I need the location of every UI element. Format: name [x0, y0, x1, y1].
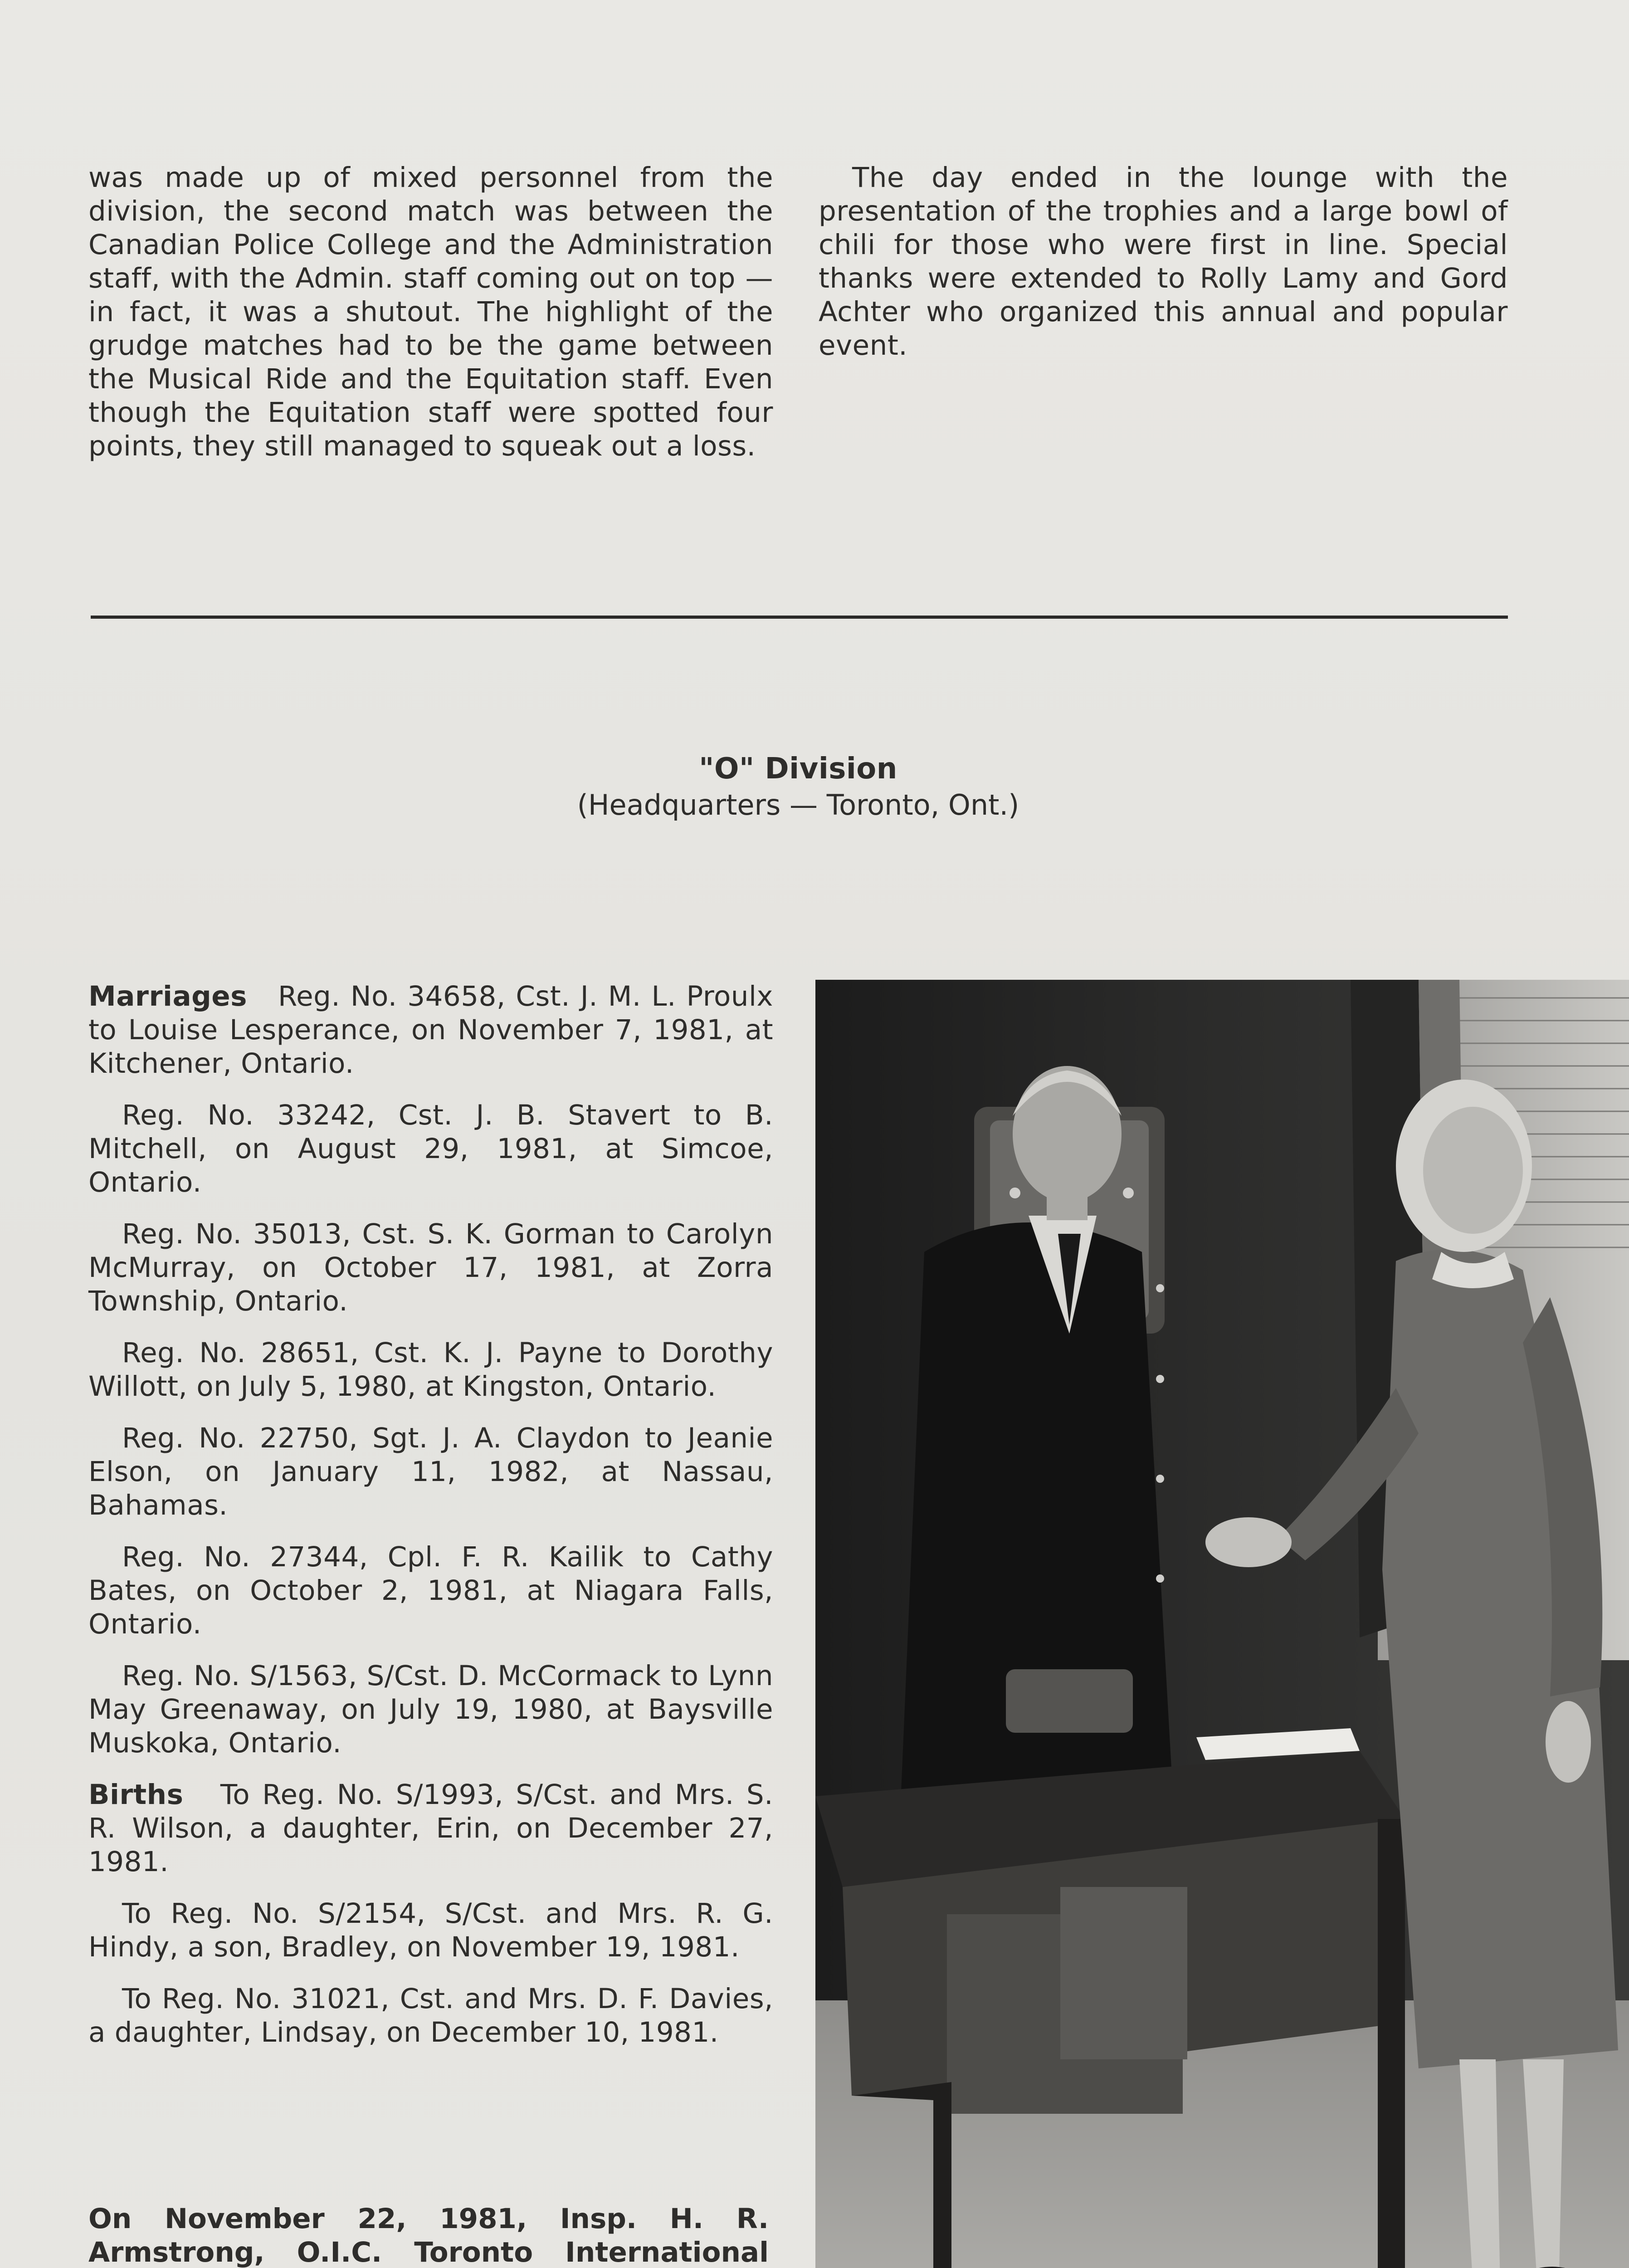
division-subtitle: (Headquarters — Toronto, Ont.) — [577, 788, 1019, 821]
birth-entry-text: To Reg. No. S/1993, S/Cst. and Mrs. S. R. Wilson, a daughter, Erin, on December 27, 1981. — [88, 1779, 773, 1878]
continued-paragraph: was made up of mixed personnel from the division, the second match was between the Canadian Police College and the Administration staff, with the Admin. staff coming out on top — in fact, it was a shutout. The highlight of the grudge matches had to be the game between the Musical Ride and the Equitation staff. Even though the Equitation staff were spotted four points, they still managed to squeak out a loss. — [88, 161, 773, 462]
marriage-entry: Reg. No. 22750, Sgt. J. A. Claydon to Jeanie Elson, on January 11, 1982, at Nassau, Bahamas. — [88, 1422, 773, 1521]
marriages-label: Marriages — [88, 980, 247, 1012]
birth-entry: To Reg. No. S/2154, S/Cst. and Mrs. R. G. Hindy, a son, Bradley, on November 19, 1981. — [88, 1897, 773, 1963]
marriage-entry-text: Reg. No. 34658, Cst. J. M. L. Proulx to Louise Lesperance, on November 7, 1981, at Kitchener, Ontario. — [88, 980, 773, 1080]
births-label: Births — [88, 1779, 184, 1811]
section-divider — [91, 616, 1508, 619]
marriage-entry-first — [88, 980, 773, 1080]
marriage-entry: Reg. No. 27344, Cpl. F. R. Kailik to Cathy Bates, on October 2, 1981, at Niagara Falls, Ontario. — [88, 1541, 773, 1640]
photo-caption: On November 22, 1981, Insp. H. R. Armstrong, O.I.C. Toronto International — [88, 2203, 769, 2268]
birth-entry: To Reg. No. 31021, Cst. and Mrs. D. F. Davies, a daughter, Lindsay, on December 10, 1981. — [88, 1983, 773, 2048]
marriage-entry: Reg. No. 28651, Cst. K. J. Payne to Dorothy Willott, on July 5, 1980, at Kingston, Ontario. — [88, 1337, 773, 1403]
swearing-in-photo — [815, 980, 1629, 2268]
marriage-entry: Reg. No. S/1563, S/Cst. D. McCormack to Lynn May Greenaway, on July 19, 1980, at Baysville Muskoka, Ontario. — [88, 1660, 773, 1759]
birth-entry-first — [88, 1778, 773, 1879]
marriage-entry: Reg. No. 35013, Cst. S. K. Gorman to Carolyn McMurray, on October 17, 1981, at Zorra Township, Ontario. — [88, 1218, 773, 1317]
division-title: "O" Division — [699, 752, 897, 786]
closing-paragraph: The day ended in the lounge with the presentation of the trophies and a large bowl of chili for those who were first in line. Special thanks were extended to Rolly Lamy and Gord Achter who organized this annual and popular event. — [819, 161, 1508, 362]
marriage-entry: Reg. No. 33242, Cst. J. B. Stavert to B. Mitchell, on August 29, 1981, at Simcoe, Ontario. — [88, 1099, 773, 1198]
top-right-column — [819, 161, 1508, 362]
announcements-column — [88, 980, 773, 2068]
top-left-column — [88, 161, 773, 463]
